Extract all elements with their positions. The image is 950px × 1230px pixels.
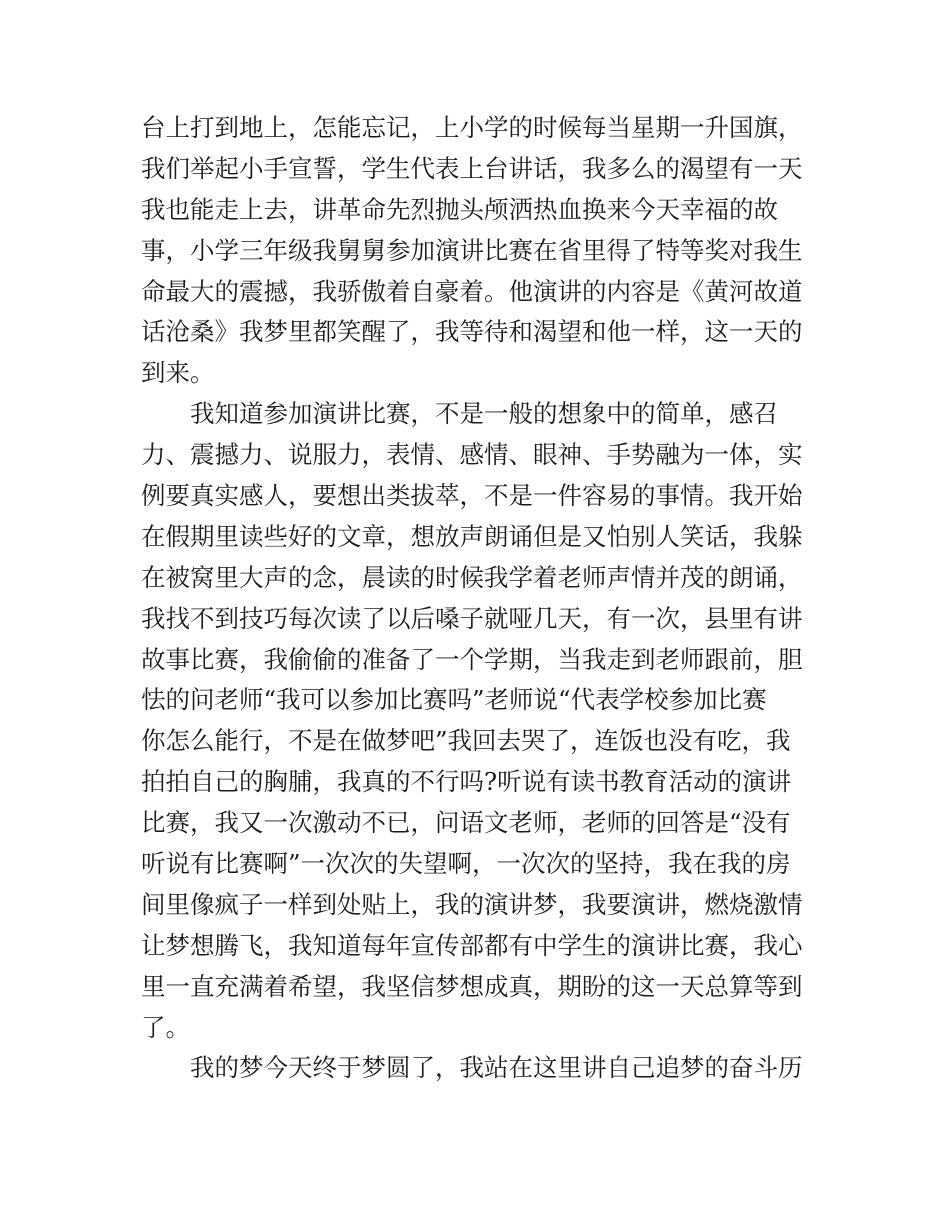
text-line: 我找不到技巧每次读了以后嗓子就哑几天，有一次，县里有讲 [141,603,803,633]
paragraph-2 [141,394,813,1048]
text-line: 事，小学三年级我舅舅参加演讲比赛在省里得了特等奖对我生 [141,235,803,265]
text-line: 了。 [141,1012,190,1042]
text-line: 拍拍自己的胸脯，我真的不行吗?听说有读书教育活动的演讲 [141,767,792,797]
text-line: 例要真实感人，要想出类拔萃，不是一件容易的事情。我开始 [141,481,803,511]
paragraph-3 [141,1048,813,1089]
text-line: 间里像疯子一样到处贴上，我的演讲梦，我要演讲，燃烧激情 [141,889,803,919]
paragraph-1 [141,108,813,394]
text-line: 我知道参加演讲比赛，不是一般的想象中的简单，感召 [190,399,778,429]
text-line: 话沧桑》我梦里都笑醒了，我等待和渴望和他一样，这一天的 [141,317,803,347]
text-line: 故事比赛，我偷偷的准备了一个学期，当我走到老师跟前，胆 [141,644,803,674]
text-line: 怯的问老师“我可以参加比赛吗”老师说“代表学校参加比赛 [141,685,767,715]
text-line: 力、震撼力、说服力，表情、感情、眼神、手势融为一体，实 [141,440,803,470]
text-line: 到来。 [141,358,215,388]
text-line: 我也能走上去，讲革命先烈抛头颅洒热血换来今天幸福的故 [141,194,778,224]
text-line: 我的梦今天终于梦圆了，我站在这里讲自己追梦的奋斗历 [190,1053,803,1083]
text-line: 让梦想腾飞，我知道每年宣传部都有中学生的演讲比赛，我心 [141,930,803,960]
document-page [141,108,813,1089]
text-line: 听说有比赛啊”一次次的失望啊，一次次的坚持，我在我的房 [141,849,791,879]
text-line: 里一直充满着希望，我坚信梦想成真，期盼的这一天总算等到 [141,971,803,1001]
text-line: 命最大的震撼，我骄傲着自豪着。他演讲的内容是《黄河故道 [141,276,803,306]
text-line: 在被窝里大声的念，晨读的时候我学着老师声情并茂的朗诵， [141,562,803,592]
text-line: 我们举起小手宣誓，学生代表上台讲话，我多么的渴望有一天 [141,153,803,183]
text-line: 比赛，我又一次激动不已，问语文老师，老师的回答是“没有 [141,808,791,838]
text-line: 台上打到地上，怎能忘记，上小学的时候每当星期一升国旗， [141,113,803,142]
text-line: 你怎么能行，不是在做梦吧”我回去哭了，连饭也没有吃，我 [141,726,791,756]
text-line: 在假期里读些好的文章，想放声朗诵但是又怕别人笑话，我躲 [141,521,803,551]
